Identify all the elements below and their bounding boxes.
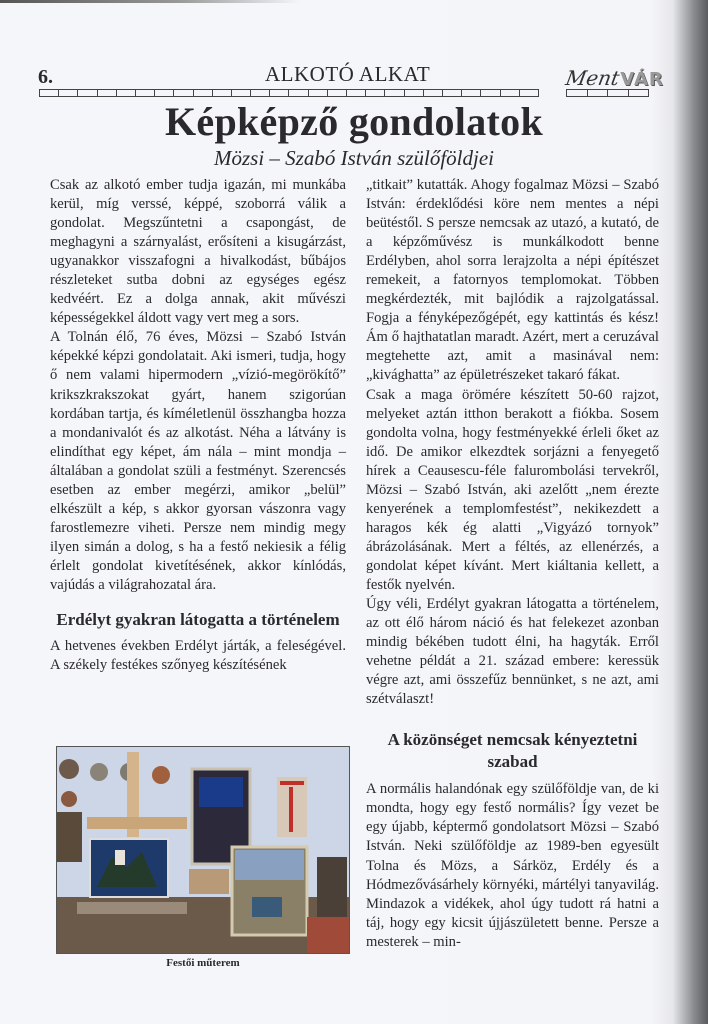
paragraph: Csak a maga örömére készített 50-60 rajzot, melyeket aztán itthon berakott a fiókba. Sosem gondolta volna, hogy festményekké érleli őket az idő. De amikor elkezdtek sorjázni a fenyegető hírek a Ceausescu-féle falurombolási tervekről, Mözsi – Szabó István, aki azelőtt „nem érezte kenyerének a templomfestést”, nekikezdett a haragos kék ég alatti „Vigyázó tornyok” ábrázolásának. Mert a féltés, az ellenérzés, a gondolat képet kívánt. Mert kiáltania kellett, a festők nyelvén. — [366, 386, 659, 593]
scan-edge-shadow — [0, 0, 300, 3]
logo-block-text: VÁR — [620, 69, 664, 90]
article-subtitle: Mözsi – Szabó István szülőföldjei — [213, 146, 494, 170]
right-column — [366, 176, 659, 952]
paragraph: A normális halandónak egy szülőföldje van, de ki mondta, hogy egy festő normális? Így vezet be egy újabb, képtermő gondolatsort Mözsi – Szabó István. Neki szülőföldje az 1989-ben egyesült Tolna és Mözs, a Sárköz, Erdély és a Hódmezővásárhely környéki, mártélyi tanyavilág. Mindazok a vidékek, ahol úgy tudott rá hatni a táj, hogy egy kicsit újjászületett benne. Persze a mesterek – min- — [366, 781, 659, 950]
magazine-logo — [563, 58, 664, 90]
paragraph: „titkait” kutatták. Ahogy fogalmaz Mözsi – Szabó István: érdeklődési köre nem mentes a népi beütéstől. S persze nemcsak az utazó, a kutató, de a képzőművész is munkálkodott benne Erdélyben, ahol sorra lerajzolta a népi építészet remekeit, a fatornyos templomokat. Többen megkérdezték, mit bajlódik a rajzolgatással. Fogja a fényképezőgépét, egy kattintás és kész! Ám ő hajthatatlan maradt. Azért, mert a ceruzával megtehette azt, amit a masinával nem: „kivághatta” az épületrészeket takaró fákat. — [366, 177, 659, 384]
page-number: 6. — [38, 66, 53, 88]
subheading: A közönséget nemcsak kényeztetni szabad — [387, 730, 638, 772]
photo-caption: Festői műterem — [166, 957, 240, 969]
studio-photo-illustration — [57, 747, 350, 954]
logo-ruler — [566, 89, 649, 97]
header-ruler — [39, 89, 539, 97]
studio-photo — [56, 746, 350, 954]
article-title: Képképző gondolatok — [165, 99, 543, 144]
paragraph: Úgy véli, Erdélyt gyakran látogatta a történelem, az ott élő három náció és hat felekezet azonban mindig békében tudott élni, ha hagyták. Erről vehetne példát a 21. század embere: keressük végre azt, ami összefűz bennünket, s ne azt, ami szétválaszt! — [366, 596, 659, 708]
left-column — [50, 176, 346, 675]
paragraph: A Tolnán élő, 76 éves, Mözsi – Szabó István képekké képzi gondolatait. Aki ismeri, tudja, hogy ő nem valami hipermodern „vízió-megörökítő” krikszkrakszokat gyárt, hanem szigorúan kordában tartja, és kíméletlenül összhangba hozza a mondanivalót és az alkotást. Néha a látvány is elindíthat egy képet, ám nála – mint mondja – általában a gondolat szüli a festményt. Szerencsés esetben az ember megérzi, amikor „belül” elkészült a kép, s akkor gyorsan vászonra vagy farostlemezre viheti. Persze nem mindig megy ilyen simán a dolog, s ha a festő nekiesik a félig érlelt gondolat kivetítésének, akkor kínlódás, vajúdás a világrahozatal ára. — [50, 329, 346, 593]
logo-script-text: Ment — [563, 66, 622, 90]
subheading: Erdélyt gyakran látogatta a történelem — [56, 610, 340, 630]
paragraph: A hetvenes években Erdélyt járták, a feleségével. A székely festékes szőnyeg készítésének — [50, 638, 346, 674]
section-title: ALKOTÓ ALKAT — [265, 62, 431, 86]
paragraph: Csak az alkotó ember tudja igazán, mi munkába kerül, míg verssé, képpé, szoborrá válik a gondolat. Megszűntetni a csapongást, de meghagyni a szárnyalást, erősíteni a kisugárzást, ugyanakkor visszafogni a hivalkodást, bűbájos részleteket sutba dobni az egységes egész kedvéért. Ez a dolga annak, akit művészi képességekkel áldott vagy vert meg a sors. — [50, 177, 346, 327]
